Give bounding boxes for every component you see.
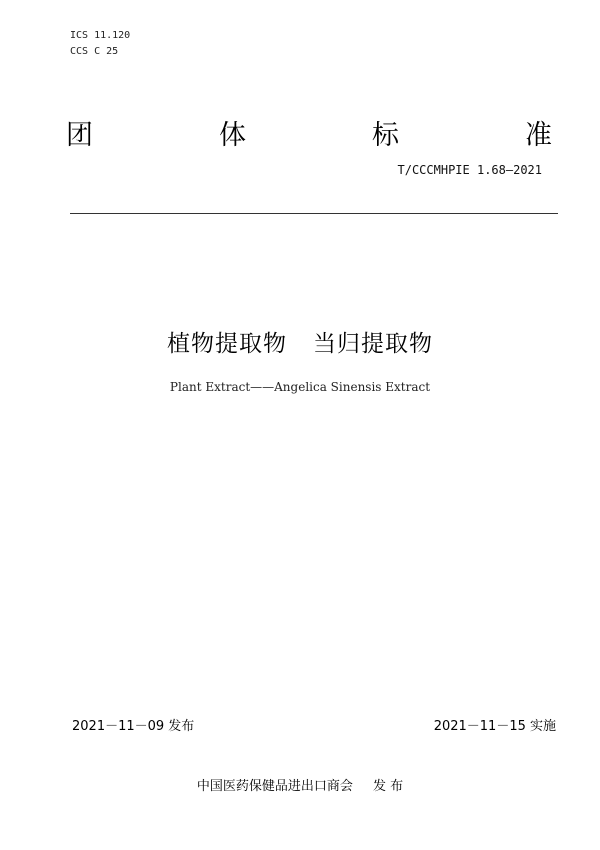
document-title-cn [0,325,600,358]
standard-code: T/CCCMHPIE 1.68—2021 [397,163,542,177]
doc-type-char-2: 体 [219,119,246,151]
doc-type-char-4: 准 [525,119,552,151]
issue-date: 2021－11－09 发布 [72,719,195,734]
publisher-action: 发 布 [372,779,404,794]
header-divider [70,213,558,214]
title-cn-part2: 当归提取物 [313,331,433,357]
publisher-line [0,775,600,794]
document-title-en: Plant Extract——Angelica Sinensis Extract [169,380,431,394]
document-type-heading [66,112,552,152]
doc-type-char-3: 标 [372,119,399,151]
ics-code: ICS 11.120 [70,30,131,41]
ccs-code: CCS C 25 [70,46,119,57]
publisher-name: 中国医药保健品进出口商会 [196,779,353,794]
doc-type-char-1: 团 [66,119,93,151]
implementation-date: 2021－11－15 实施 [433,719,556,734]
title-cn-part1: 植物提取物 [167,331,287,357]
classification-codes [70,28,130,60]
